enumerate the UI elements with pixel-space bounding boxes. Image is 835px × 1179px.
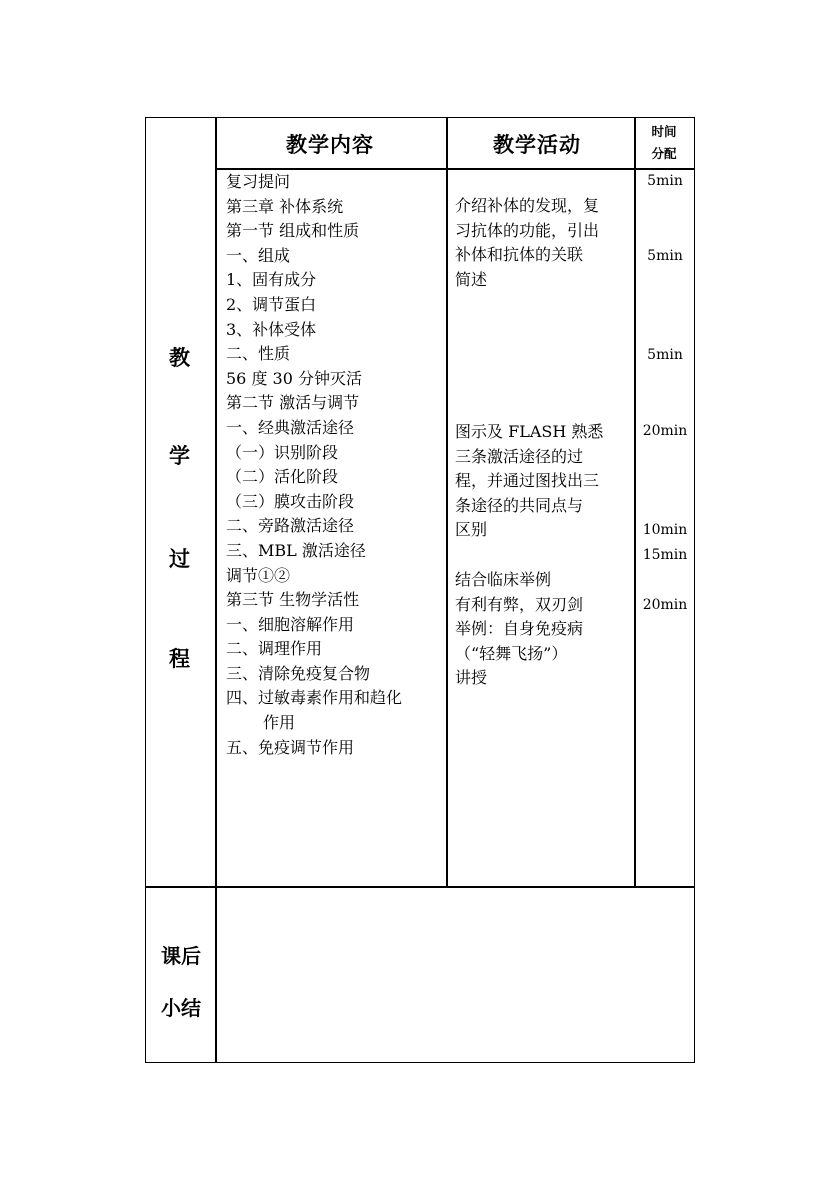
time-value: 5min xyxy=(647,173,683,189)
content-line: 第三节 生物学活性 xyxy=(226,590,360,610)
content-line: 三、MBL 激活途径 xyxy=(226,540,366,560)
side-label-char: 过 xyxy=(169,547,190,571)
content-line: 二、旁路激活途径 xyxy=(226,516,355,536)
content-line: 一、细胞溶解作用 xyxy=(226,614,355,634)
content-line: 调节①② xyxy=(226,565,291,585)
header-time-allocation xyxy=(636,121,692,165)
activity-line: 讲授 xyxy=(455,668,488,688)
content-line: 一、经典激活途径 xyxy=(226,417,355,437)
header-time-line1: 时间 xyxy=(651,124,677,139)
content-line: 复习提问 xyxy=(226,172,291,191)
side-label-char: 教 xyxy=(169,346,190,370)
summary-label-line2: 小结 xyxy=(161,996,201,1020)
content-line: 3、补体受体 xyxy=(226,319,317,339)
activity-line: 程，并通过图找出三 xyxy=(455,471,600,491)
content-line: 四、过敏毒素作用和趋化 xyxy=(226,688,403,708)
time-value: 20min xyxy=(642,423,688,439)
content-line: 56 度 30 分钟灭活 xyxy=(226,368,362,388)
header-time-line2: 分配 xyxy=(651,146,677,161)
content-line: 第二节 激活与调节 xyxy=(226,393,360,413)
time-value: 15min xyxy=(642,547,688,563)
content-line: 一、组成 xyxy=(226,245,291,265)
activity-line: （“轻舞飞扬”） xyxy=(455,643,568,663)
time-value: 5min xyxy=(647,248,683,264)
activity-line: 补体和抗体的关联 xyxy=(455,245,584,265)
content-line: 五、免疫调节作用 xyxy=(226,737,355,757)
activity-line: 有利有弊，双刃剑 xyxy=(455,594,584,614)
activity-line: 区别 xyxy=(455,520,488,540)
activity-line: 结合临床举例 xyxy=(455,570,552,589)
activity-line: 举例：自身免疫病 xyxy=(455,619,584,639)
time-value: 20min xyxy=(642,597,688,613)
activity-line: 介绍补体的发现，复 xyxy=(455,196,600,215)
column-divider-content xyxy=(446,117,448,887)
content-line: 三、清除免疫复合物 xyxy=(226,663,371,683)
activity-line: 习抗体的功能，引出 xyxy=(455,220,600,240)
activity-block-intro xyxy=(455,194,599,292)
content-line: 第三章 补体系统 xyxy=(226,196,344,216)
time-value: 5min xyxy=(647,347,683,363)
summary-divider xyxy=(145,886,695,888)
header-teaching-content: 教学内容 xyxy=(286,133,374,157)
content-line: （一）识别阶段 xyxy=(226,442,339,462)
content-line: （二）活化阶段 xyxy=(226,467,339,487)
time-value: 10min xyxy=(642,522,688,538)
content-line: 二、性质 xyxy=(226,344,291,364)
side-label-char: 学 xyxy=(169,444,190,468)
content-line: 第一节 组成和性质 xyxy=(226,221,360,241)
summary-content[interactable] xyxy=(220,892,690,1057)
side-label-char: 程 xyxy=(169,647,190,671)
content-line: 二、调理作用 xyxy=(226,639,323,659)
column-divider-activity xyxy=(634,117,636,887)
teaching-content-list xyxy=(226,170,402,760)
activity-line: 简述 xyxy=(455,269,488,289)
column-divider-left xyxy=(215,117,217,1063)
activity-line: 条途径的共同点与 xyxy=(455,495,584,515)
content-line: 2、调节蛋白 xyxy=(226,294,317,314)
content-line: （三）膜攻击阶段 xyxy=(226,491,355,511)
content-line: 作用 xyxy=(263,713,296,733)
content-line: 1、固有成分 xyxy=(226,270,317,290)
header-teaching-activity: 教学活动 xyxy=(493,133,581,157)
activity-line: 图示及 FLASH 熟悉 xyxy=(455,422,604,441)
activity-block-pathways xyxy=(455,420,603,543)
activity-block-clinical xyxy=(455,568,583,691)
activity-line: 三条激活途径的过 xyxy=(455,446,584,466)
summary-label-line1: 课后 xyxy=(161,944,201,968)
